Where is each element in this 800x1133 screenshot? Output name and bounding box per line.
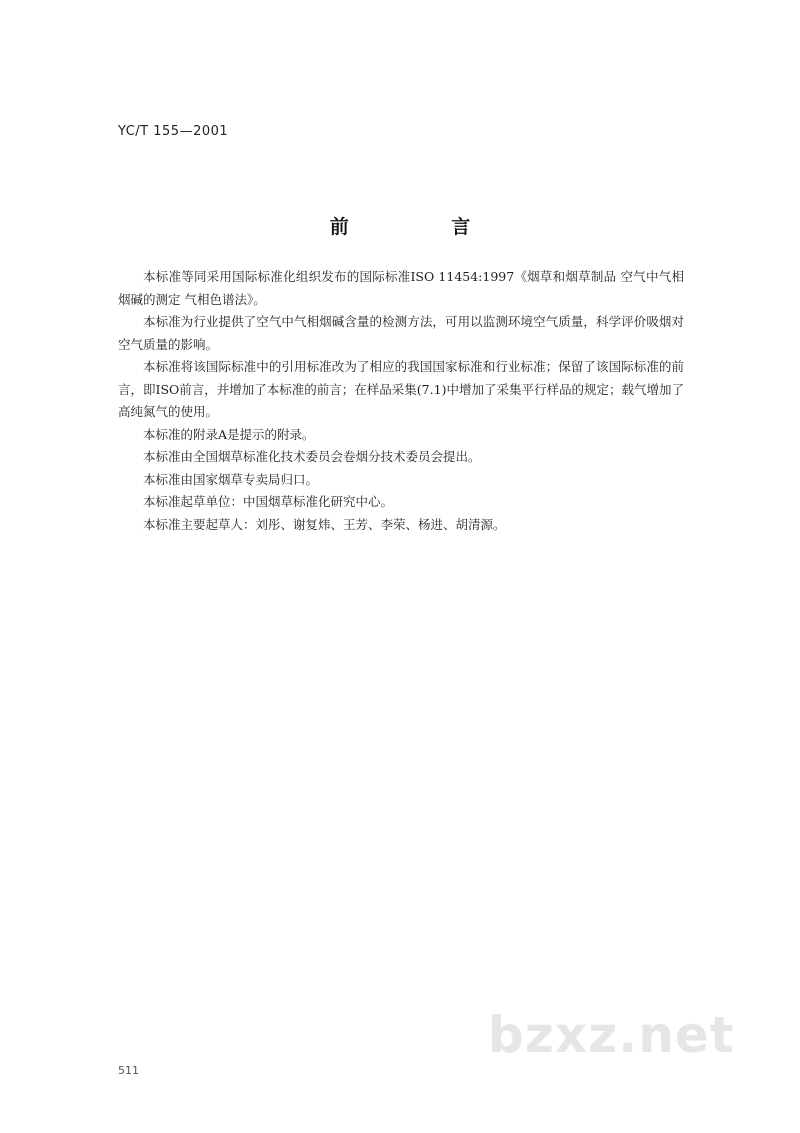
watermark-logo: bzxz.net bbox=[488, 1006, 735, 1064]
paragraph-adoption: 本标准等同采用国际标准化组织发布的国际标准ISO 11454:1997《烟草和烟草制品 空气中气相烟碱的测定 气相色谱法》。 bbox=[118, 269, 684, 307]
paragraph-drafters: 本标准主要起草人：刘彤、谢复炜、王芳、李荣、杨进、胡清源。 bbox=[143, 516, 506, 532]
paragraph-proposed-by: 本标准由全国烟草标准化技术委员会卷烟分技术委员会提出。 bbox=[143, 449, 481, 464]
paragraph-drafting-unit: 本标准起草单位：中国烟草标准化研究中心。 bbox=[143, 494, 394, 509]
paragraph-changes: 本标准将该国际标准中的引用标准改为了相应的我国国家标准和行业标准；保留了该国际标准的前言，即ISO前言，并增加了本标准的前言；在样品采集(7.1)中增加了采集平行样品的规定；载气增加了高纯氮气的使用。 bbox=[118, 359, 684, 419]
standard-code: YC/T 155—2001 bbox=[118, 124, 229, 139]
page-title: 前 言 bbox=[329, 216, 519, 238]
document-body bbox=[118, 266, 684, 536]
paragraph-appendix: 本标准的附录A是提示的附录。 bbox=[143, 426, 315, 442]
paragraph-purpose: 本标准为行业提供了空气中气相烟碱含量的检测方法，可用以监测环境空气质量，科学评价吸烟对空气质量的影响。 bbox=[118, 314, 684, 352]
paragraph-administered-by: 本标准由国家烟草专卖局归口。 bbox=[143, 471, 319, 487]
page-number: 511 bbox=[118, 1064, 139, 1077]
